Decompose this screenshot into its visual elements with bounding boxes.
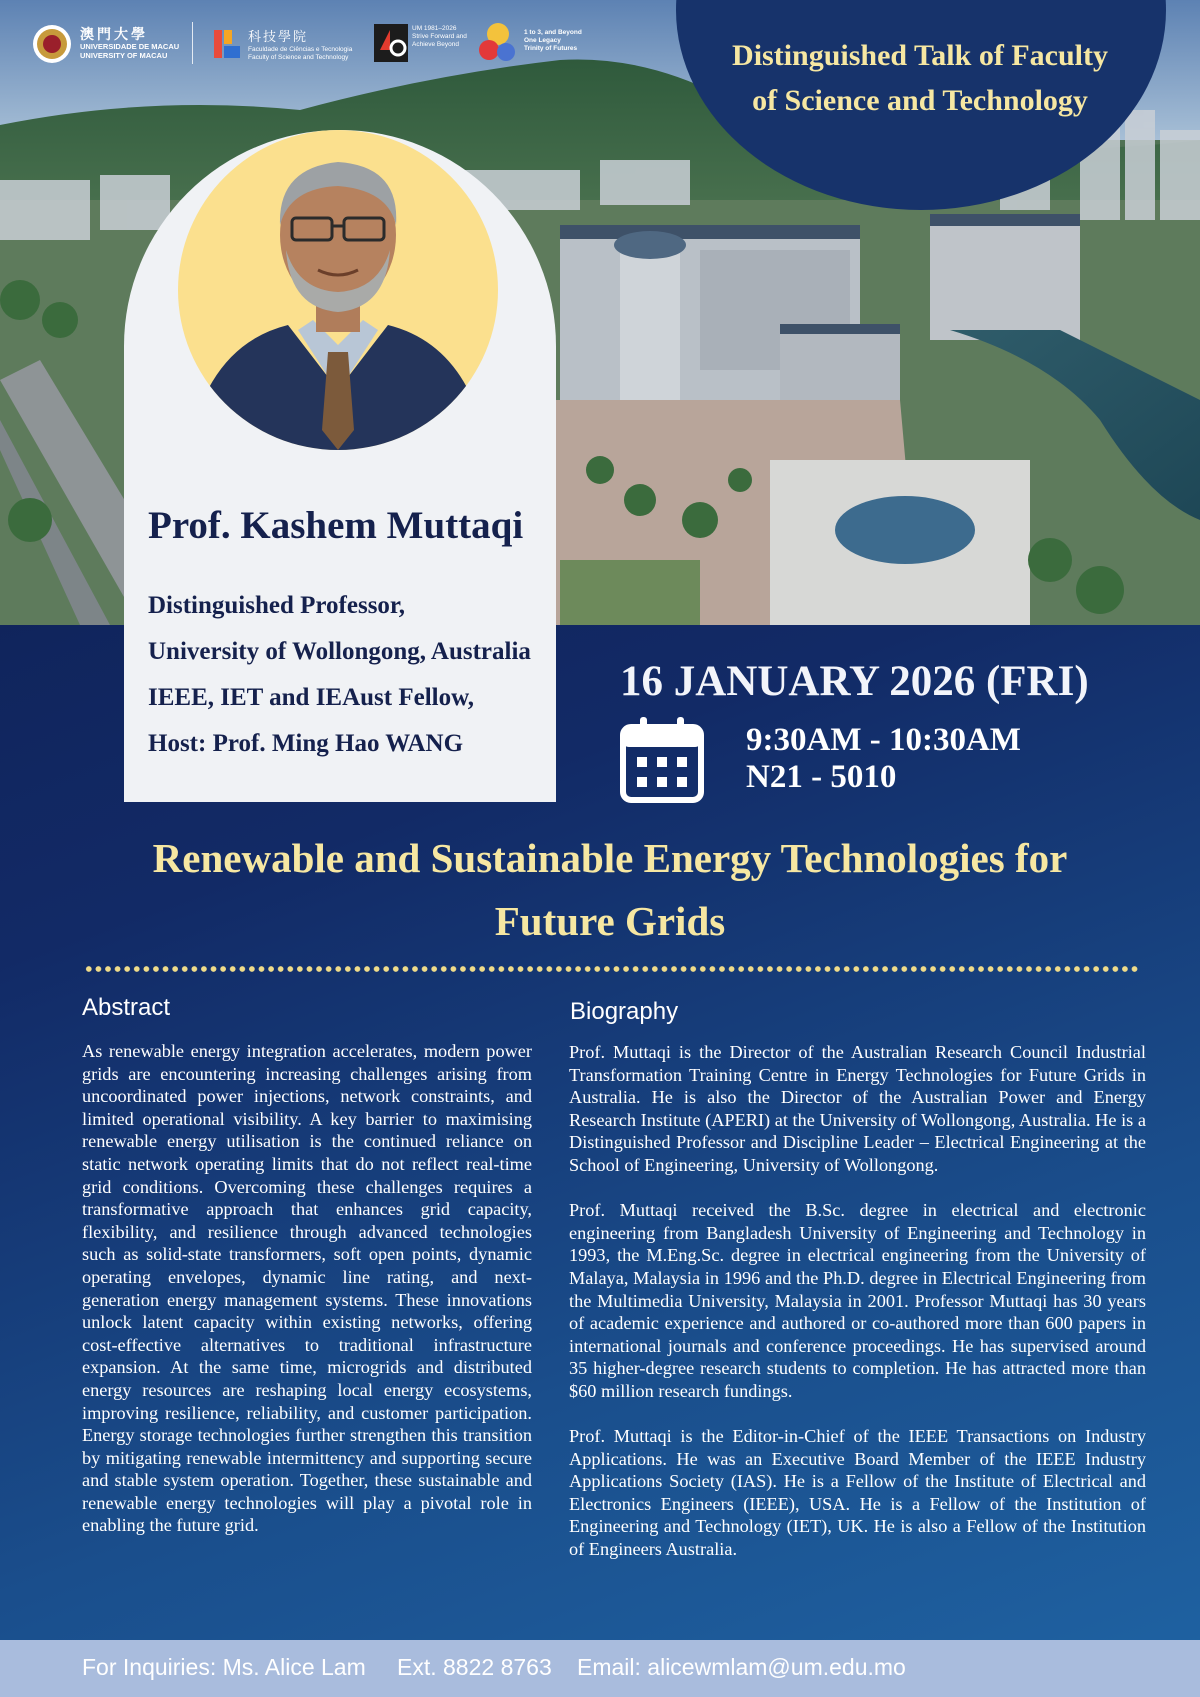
university-name-cn: 澳門大學 bbox=[80, 27, 148, 43]
speaker-details bbox=[148, 583, 531, 767]
contact-footer bbox=[0, 1640, 1200, 1697]
logo-bar bbox=[32, 20, 602, 66]
event-type-title: Distinguished Talk of Faculty of Science and Technology bbox=[732, 39, 1108, 117]
faculty-name-cn: 科技學院 bbox=[248, 30, 309, 45]
anniversary-slogan-2: Achieve Beyond bbox=[412, 41, 459, 48]
anniversary-logo-icon bbox=[374, 24, 408, 62]
faculty-name-pt: Faculdade de Ciências e Tecnologia bbox=[248, 46, 353, 53]
inquiries-contact: For Inquiries: Ms. Alice Lam bbox=[82, 1654, 366, 1680]
abstract-text: As renewable energy integration accelerates, modern power grids are encountering increasing challenges arising from uncoordinated power injections, network constraints, and limited operational visibility. A key barrier to maximising renewable energy utilisation is the continued reliance on static network operating limits that do not reflect real-time grid conditions. Overcoming these challenges requires a transformative approach that enhances grid capacity, flexibility, and resilience through advanced technologies such as solid-state transformers, soft open points, dynamic operating envelopes, dynamic line rating, and next-generation energy management systems. These innovations unlock latent capacity within existing networks, offering cost-effective alternatives to traditional infrastructure expansion. At the same time, microgrids and distributed energy resources are reshaping local energy ecosystems, improving resilience, reliability, and customer participation. Energy storage technologies further strengthen this transition by mitigating renewable intermittency and supporting secure and stable system operation. Together, these sustainable and renewable energy technologies will play a pivotal role in enabling the future grid. bbox=[82, 1041, 532, 1536]
event-date: 16 JANUARY 2026 (FRI) bbox=[620, 658, 1089, 705]
anniversary-years: UM 1981–2026 bbox=[412, 25, 457, 32]
speaker-title: Distinguished Professor, bbox=[148, 592, 405, 619]
university-name-pt: UNIVERSIDADE DE MACAU bbox=[80, 42, 180, 51]
speaker-name: Prof. Kashem Muttaqi bbox=[148, 504, 524, 547]
legacy-line-2: One Legacy bbox=[524, 37, 561, 44]
dotted-divider bbox=[84, 966, 1140, 972]
legacy-line-1: 1 to 3, and Beyond bbox=[524, 29, 582, 36]
anniversary-slogan-1: Strive Forward and bbox=[412, 33, 467, 40]
calendar-icon bbox=[620, 715, 704, 803]
legacy-logo-icon bbox=[476, 20, 520, 66]
um-seal-icon bbox=[32, 24, 72, 64]
contact-email[interactable]: Email: alicewmlam@um.edu.mo bbox=[577, 1654, 906, 1680]
speaker-photo bbox=[178, 130, 498, 450]
speaker-portrait bbox=[178, 130, 498, 450]
abstract-heading: Abstract bbox=[82, 994, 171, 1021]
biography-paragraph: Prof. Muttaqi received the B.Sc. degree in electrical and electronic engineering from Bangladesh University of Engineering and Technology in 1993, the M.Eng.Sc. degree in electrical engineering from the University of Malaya, Malaysia in 1996 and the Ph.D. degree in Electrical Engineering from the Multimedia University, Malaysia in 2001. Professor Muttaqi has 30 years of academic experience and authored or co-authored more than 600 papers in international journals and conference proceedings. He has supervised around 35 higher-degree research students to completion. He has attracted more than $60 million research fundings. bbox=[569, 1200, 1146, 1401]
anniversary-text bbox=[412, 25, 467, 49]
legacy-text bbox=[524, 29, 582, 53]
university-name bbox=[80, 42, 179, 60]
event-venue: N21 - 5010 bbox=[746, 759, 897, 795]
biography-paragraph: Prof. Muttaqi is the Director of the Australian Research Council Industrial Transformation Training Centre in Energy Technologies for Future Grids in Australia. He is also the Director of the Australian Power and Energy Research Institute (APERI) at the University of Wollongong, Australia. He is a Distinguished Professor and Discipline Leader – Electrical Engineering at the School of Engineering, University of Wollongong. bbox=[569, 1042, 1146, 1175]
biography-text bbox=[569, 1041, 1146, 1583]
fst-logo-icon bbox=[212, 26, 242, 62]
biography-paragraph: Prof. Muttaqi is the Editor-in-Chief of the IEEE Transactions on Industry Applications. He was an Executive Board Member of the IEEE Industry Applications Society (IAS). He is a Fellow of the Institute of Electrical and Electronics Engineers (IEEE), USA. He is a Fellow of the Institution of Engineering and Technology (IET), UK. He is also a Fellow of the Institution of Engineers Australia. bbox=[569, 1426, 1146, 1560]
event-time: 9:30AM - 10:30AM bbox=[746, 722, 1021, 758]
speaker-affiliation: University of Wollongong, Australia bbox=[148, 638, 531, 665]
faculty-name bbox=[248, 46, 352, 62]
host: Host: Prof. Ming Hao WANG bbox=[148, 730, 464, 757]
talk-title: Renewable and Sustainable Energy Technologies for Future Grids bbox=[152, 835, 1068, 944]
logo-divider bbox=[192, 22, 193, 64]
speaker-fellowships: IEEE, IET and IEAust Fellow, bbox=[148, 684, 475, 711]
biography-heading: Biography bbox=[570, 998, 679, 1025]
legacy-line-3: Trinity of Futures bbox=[524, 45, 578, 52]
university-name-en: UNIVERSITY OF MACAU bbox=[80, 51, 168, 60]
faculty-name-en: Faculty of Science and Technology bbox=[248, 54, 349, 61]
phone-extension: Ext. 8822 8763 bbox=[397, 1654, 552, 1680]
